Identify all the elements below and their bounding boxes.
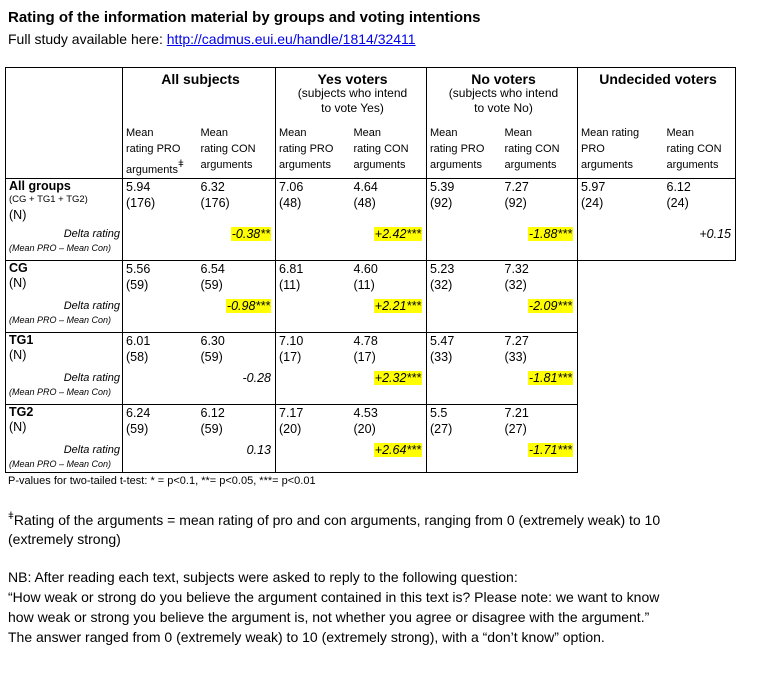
row-label-tg2: TG2 (N) (6, 405, 123, 443)
footnote-text: Rating of the arguments = mean rating of pro and con arguments, ranging from 0 (extremely weak) to 10 (extremely strong) (8, 512, 661, 547)
delta-all-groups-all: -0.38** (231, 226, 270, 241)
table-row-delta: Delta rating (Mean PRO – Mean Con) -0.98*** +2.21*** -2.09*** (6, 299, 736, 333)
subtitle-prefix: Full study available here: (8, 31, 167, 47)
header-yes-voters (276, 68, 427, 123)
delta-all-groups-yes: +2.42*** (374, 226, 421, 241)
results-table (5, 67, 736, 473)
delta-cg-yes: +2.21*** (374, 298, 421, 313)
header-all-subjects: All subjects (123, 68, 276, 123)
dagger-mark: ǂ (177, 158, 184, 170)
delta-cg-all: -0.98*** (226, 298, 270, 313)
delta-tg1-all: -0.28 (242, 370, 271, 385)
colhead-yes-con: Mean rating CON arguments (351, 123, 427, 179)
pvalue-note: P-values for two-tailed t-test: * = p<0.1, **= p<0.05, ***= p<0.01 (8, 475, 316, 487)
colhead-all-pro: Mean rating PRO argumentsǂ (123, 123, 198, 179)
delta-tg2-no: -1.71*** (528, 442, 572, 457)
colhead-no-con: Mean rating CON arguments (502, 123, 578, 179)
subtitle (8, 31, 416, 47)
nb-line-3: The answer ranged from 0 (extremely weak) to 10 (extremely strong), with a “don’t know” option. (8, 629, 605, 645)
header-no-sub2: to vote No) (474, 101, 533, 115)
footnote-dagger (8, 507, 708, 549)
table-row-delta (6, 227, 736, 261)
nb-line-1: NB: After reading each text, subjects were asked to reply to the following question: (8, 569, 518, 585)
table-row-delta: Delta rating (Mean PRO – Mean Con) -0.28 +2.32*** -1.81*** (6, 371, 736, 405)
colhead-und-con: Mean rating CON arguments (664, 123, 736, 179)
row-label-tg1: TG1 (N) (6, 333, 123, 371)
header-yes-sub1: (subjects who intend (297, 86, 408, 100)
header-no-sub1: (subjects who intend (448, 86, 559, 100)
colhead-all-con: Mean rating CON arguments (198, 123, 276, 179)
table-row: TG2 (N) 6.24 (59) 6.12 (59) 7.17 (20) 4.53 (20) 5.5 (27) 7.21 (27) (6, 405, 736, 443)
delta-tg1-no: -1.81*** (528, 370, 572, 385)
delta-all-groups-no: -1.88*** (528, 226, 572, 241)
table-row-delta: Delta rating (Mean PRO – Mean Con) 0.13 +2.64*** -1.71*** (6, 443, 736, 473)
delta-all-groups-und: +0.15 (699, 226, 731, 241)
delta-tg2-all: 0.13 (246, 442, 271, 457)
header-undecided-voters: Undecided voters (578, 68, 736, 123)
header-no-voters (427, 68, 578, 123)
header-no-title: No voters (471, 71, 536, 87)
table-row: CG (N) 5.56 (59) 6.54 (59) 6.81 (11) 4.60 (11) 5.23 (32) 7.32 (32) (6, 261, 736, 299)
nb-note (8, 567, 688, 647)
colhead-und-pro: Mean rating PRO arguments (578, 123, 664, 179)
corner-cell (6, 68, 123, 123)
page-title: Rating of the information material by groups and voting intentions (8, 9, 481, 26)
row-label-all-groups: All groups (CG + TG1 + TG2) (N) (6, 179, 123, 227)
header-yes-sub2: to vote Yes) (321, 101, 384, 115)
study-link[interactable]: http://cadmus.eui.eu/handle/1814/32411 (166, 31, 416, 47)
nb-line-2: “How weak or strong do you believe the argument contained in this text is? Please note: we want to know how weak or strong you believe the argument is, not whether you agree or disagree with the argument.” (8, 589, 660, 625)
row-label-cg: CG (N) (6, 261, 123, 299)
table-row: TG1 (N) 6.01 (58) 6.30 (59) 7.10 (17) 4.78 (17) 5.47 (33) 7.27 (33) (6, 333, 736, 371)
delta-cg-no: -2.09*** (528, 298, 572, 313)
delta-tg2-yes: +2.64*** (374, 442, 421, 457)
header-yes-title: Yes voters (317, 71, 388, 87)
colhead-no-pro: Mean rating PRO arguments (427, 123, 502, 179)
table-row: All groups (CG + TG1 + TG2) (N) 5.94 (176) 6.32 (176) 7.06 (48) 4.64 (48) 5.39 (92) 7.27 (92) 5.97 (24) 6.12 (24) (6, 179, 736, 227)
colhead-yes-pro: Mean rating PRO arguments (276, 123, 351, 179)
delta-tg1-yes: +2.32*** (374, 370, 421, 385)
footnote-dagger-mark: ǂ (8, 511, 14, 522)
delta-label-cell: Delta rating (Mean PRO – Mean Con) (6, 227, 123, 261)
